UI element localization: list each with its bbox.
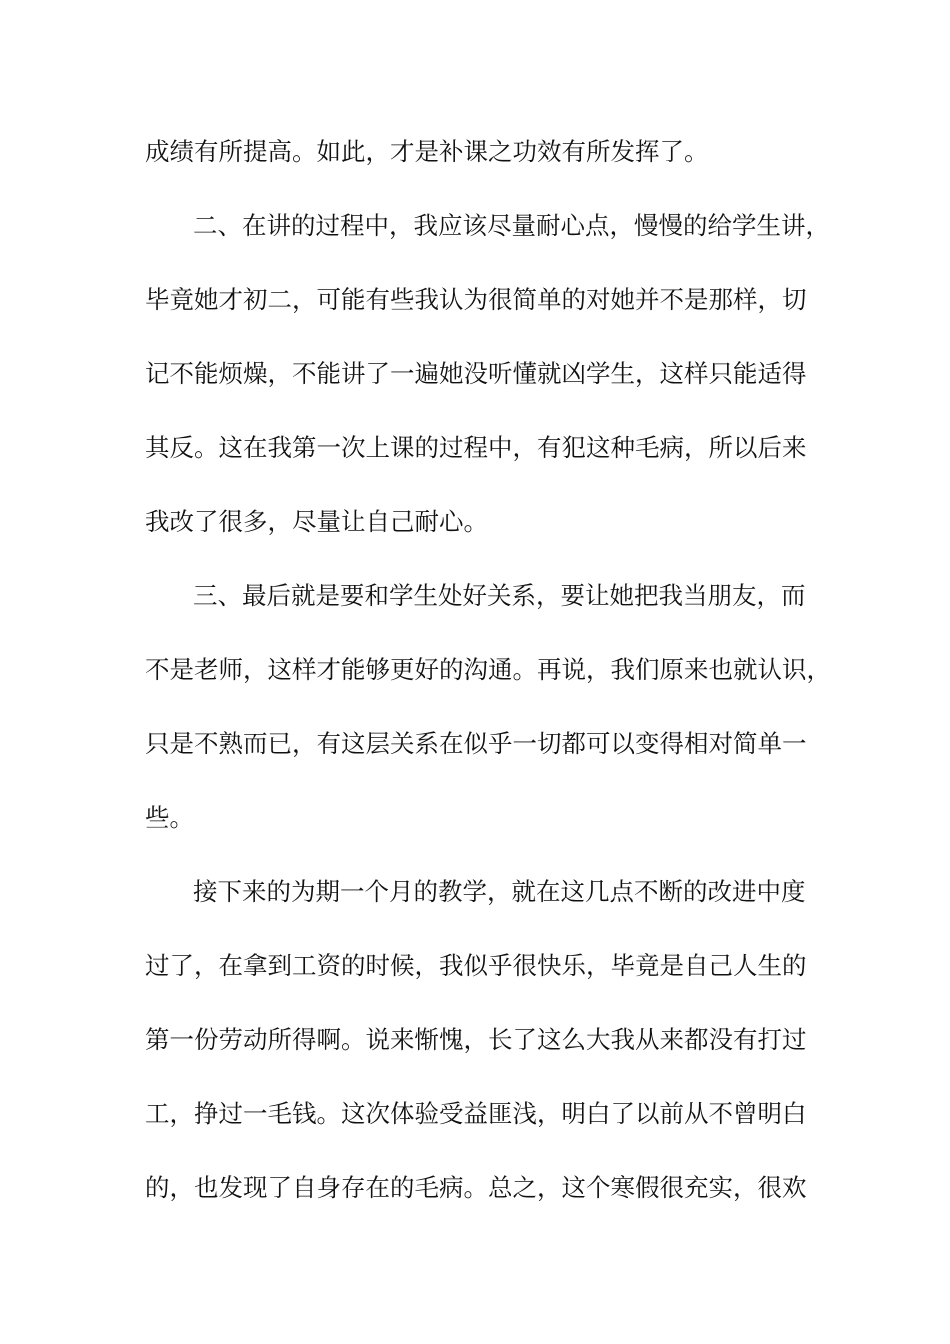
text-line-12: 过了，在拿到工资的时候，我似乎很快乐，毕竟是自己人生的 (145, 951, 807, 980)
text-line-3: 毕竟她才初二，可能有些我认为很简单的对她并不是那样，切 (145, 285, 807, 314)
text-line-8: 不是老师，这样才能够更好的沟通。再说，我们原来也就认识， (145, 655, 831, 684)
text-line-1: 成绩有所提高。如此，才是补课之功效有所发挥了。 (145, 137, 709, 166)
text-line-5: 其反。这在我第一次上课的过程中，有犯这种毛病，所以后来 (145, 433, 807, 462)
text-line-4: 记不能烦燥，不能讲了一遍她没听懂就凶学生，这样只能适得 (145, 359, 807, 388)
text-line-11: 接下来的为期一个月的教学，就在这几点不断的改进中度 (193, 877, 806, 906)
text-line-14: 工，挣过一毛钱。这次体验受益匪浅，明白了以前从不曾明白 (145, 1099, 807, 1128)
text-line-6: 我改了很多，尽量让自己耐心。 (145, 507, 488, 536)
text-line-10: 些。 (145, 803, 194, 832)
text-line-15: 的，也发现了自身存在的毛病。总之，这个寒假很充实，很欢 (145, 1173, 807, 1202)
text-line-9: 只是不熟而已，有这层关系在似乎一切都可以变得相对简单一 (145, 729, 807, 758)
text-line-2: 二、在讲的过程中，我应该尽量耐心点，慢慢的给学生讲， (193, 211, 830, 240)
text-line-13: 第一份劳动所得啊。说来惭愧，长了这么大我从来都没有打过 (145, 1025, 807, 1054)
text-line-7: 三、最后就是要和学生处好关系，要让她把我当朋友，而 (193, 581, 806, 610)
